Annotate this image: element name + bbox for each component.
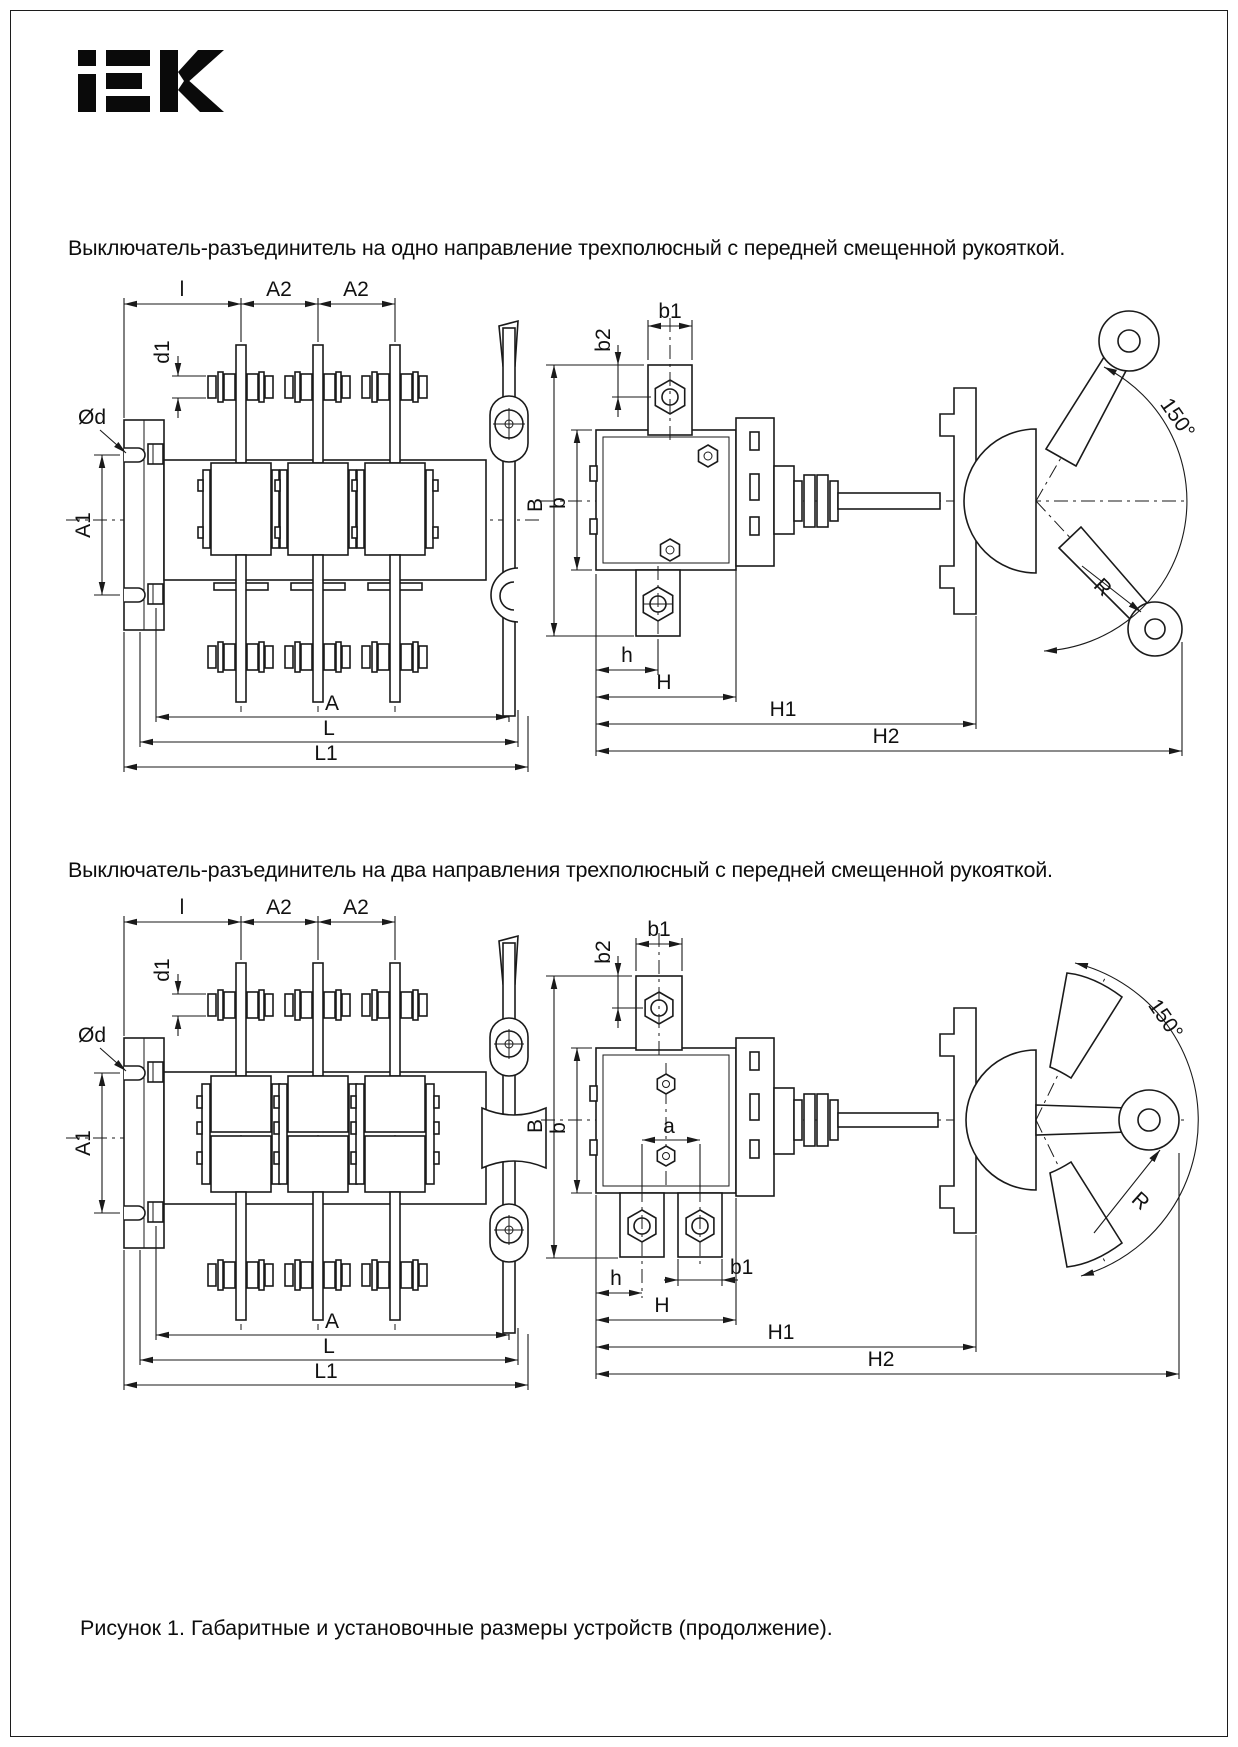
dim-label-d1: d1 [151, 340, 174, 364]
dim-label-a2: A2 [343, 896, 369, 919]
dim-label-b2: b2 [592, 940, 615, 964]
bottom-terminal-straps [620, 1188, 722, 1298]
dim-label-b1-top: b1 [647, 918, 671, 941]
dim-label-a2: A2 [266, 278, 292, 301]
dim-label-b-small: b [547, 1122, 570, 1134]
side-body [590, 430, 736, 570]
top-terminal-strap [648, 318, 692, 445]
dim-label-h-cap: H [654, 1294, 670, 1317]
dim-label-a2: A2 [343, 278, 369, 301]
dim-label-h2: H2 [867, 1348, 895, 1371]
dim-label-b-small: b [547, 497, 570, 509]
dim-label-l-cap: L [323, 1335, 335, 1358]
dim-label-angle: 150° [1155, 393, 1200, 443]
dim-label-r: R [1127, 1187, 1154, 1215]
drive-mechanism [736, 388, 1036, 614]
dim-label-h-small: h [610, 1267, 622, 1290]
iek-logo-glyphs [78, 50, 224, 112]
dim-label-h-cap: H [656, 671, 672, 694]
handle-swing-position-up [1036, 973, 1122, 1120]
dim-label-b-cap: B [524, 1118, 547, 1134]
dim-label-a2: A2 [266, 896, 292, 919]
dim-label-a: A [324, 1310, 340, 1333]
dim-label-a: A [324, 692, 340, 715]
dim-label-r: R [1089, 573, 1117, 601]
handle-horizontal [1036, 1090, 1179, 1150]
dim-label-h-small: h [621, 644, 633, 667]
top-terminal-strap [636, 933, 682, 1058]
drawing-one-direction [36, 270, 1206, 775]
dim-label-h1: H1 [767, 1321, 795, 1344]
pole-assembly-double [197, 946, 285, 1330]
drive-shaft-and-hook [490, 321, 528, 716]
dim-label-b2: b2 [592, 328, 615, 352]
side-view-two-directions [524, 918, 1198, 1379]
handle-position-on [1036, 311, 1159, 501]
dim-label-l1: L1 [314, 742, 338, 765]
front-view-two-directions [66, 896, 546, 1390]
front-view-one-direction [66, 278, 544, 772]
dim-label-h1: H1 [769, 698, 797, 721]
drive-mechanism [736, 1008, 1036, 1233]
dim-label-l: l [179, 278, 185, 301]
drawing-two-directions [36, 888, 1206, 1393]
dim-label-b1-bottom: b1 [730, 1256, 754, 1279]
dim-label-h2: H2 [872, 725, 900, 748]
dim-label-a-small: a [663, 1115, 675, 1138]
dim-label-b-cap: B [524, 497, 547, 513]
section-title-two-directions: Выключатель-разъединитель на два направления трехполюсный с передней смещенной рукояткой. [68, 858, 1053, 882]
mounting-bracket [124, 1038, 164, 1248]
drive-shaft-and-roller [482, 936, 546, 1333]
dim-label-angle: 150° [1143, 994, 1188, 1044]
side-view-one-direction [524, 300, 1199, 756]
dim-label-l-cap: L [323, 717, 335, 740]
dim-label-a1: A1 [72, 1130, 95, 1156]
section-title-one-direction: Выключатель-разъединитель на одно направление трехполюсный с передней смещенной рукояткой. [68, 236, 1066, 260]
dim-label-l1: L1 [314, 1360, 338, 1383]
figure-caption: Рисунок 1. Габаритные и установочные размеры устройств (продолжение). [80, 1616, 833, 1640]
pole-assembly [198, 328, 284, 712]
handle-swing-position-down [1036, 1120, 1122, 1267]
dim-label-d1: d1 [151, 958, 174, 982]
mounting-bracket [124, 420, 164, 630]
dim-label-a1: A1 [72, 512, 95, 538]
iek-logo [78, 50, 228, 112]
dim-label-diameter-d: Ød [78, 1024, 107, 1047]
dim-label-b1: b1 [658, 300, 682, 323]
dim-label-diameter-d: Ød [78, 406, 107, 429]
dim-label-l: l [179, 896, 185, 919]
